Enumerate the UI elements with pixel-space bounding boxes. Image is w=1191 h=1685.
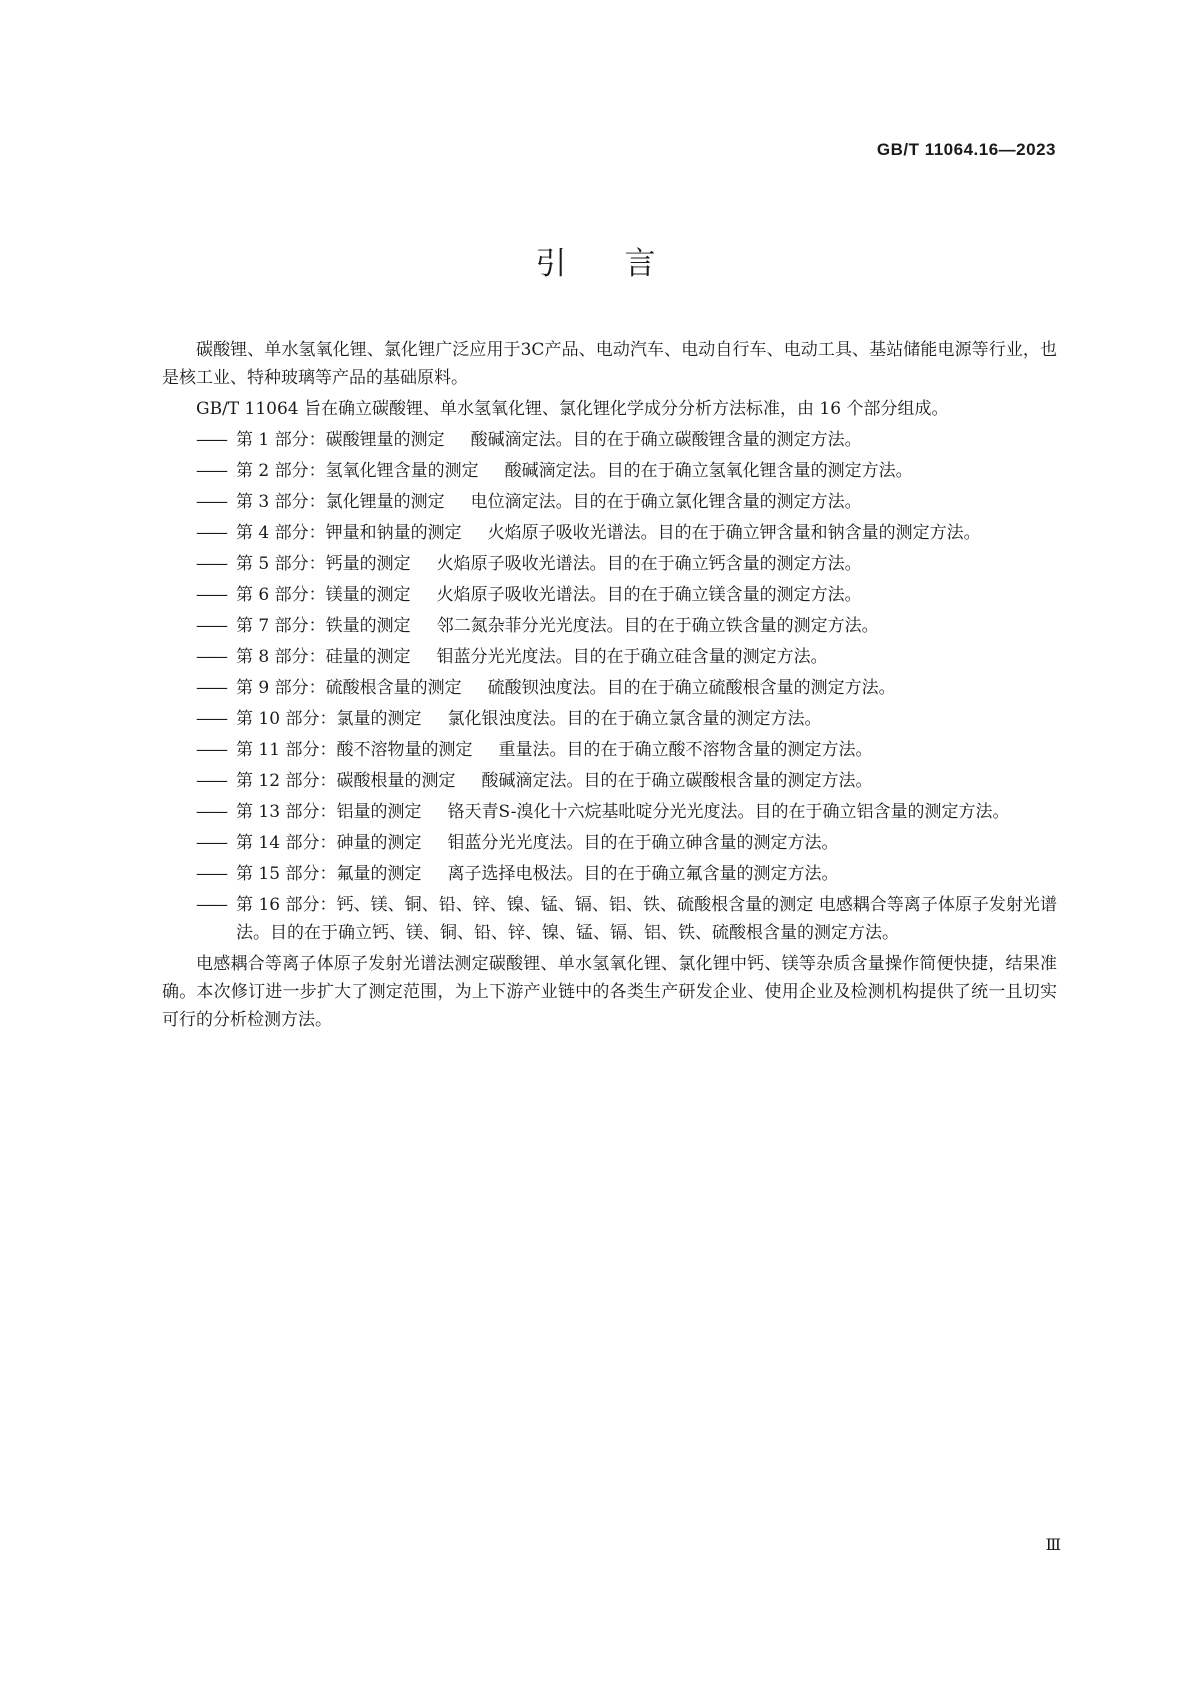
part-method: 氯化银浊度法。目的在于确立氯含量的测定方法。 xyxy=(447,709,822,729)
part-method: 电感耦合等离子体原子发射光谱法。目的在于确立钙、镁、铜、铅、锌、镍、锰、镉、铝、铁、硫酸根含量的测定方法。 xyxy=(236,895,1057,943)
part-name: 第 4 部分：钾量和钠量的测定 xyxy=(236,523,462,543)
list-item-text xyxy=(236,674,1057,702)
part-name: 第 10 部分：氯量的测定 xyxy=(236,709,422,729)
intro-paragraph-applications: 碳酸锂、单水氢氧化锂、氯化锂广泛应用于3C产品、电动汽车、电动自行车、电动工具、基站储能电源等行业，也是核工业、特种玻璃等产品的基础原料。 xyxy=(162,340,1057,388)
list-item-text xyxy=(236,426,1057,454)
part-method: 火焰原子吸收光谱法。目的在于确立钾含量和钠含量的测定方法。 xyxy=(487,523,981,543)
list-dash: —— xyxy=(196,833,226,853)
part-name: 第 9 部分：硫酸根含量的测定 xyxy=(236,678,462,698)
list-item xyxy=(162,581,1057,609)
list-item-text xyxy=(236,519,1057,547)
part-name: 第 8 部分：硅量的测定 xyxy=(236,647,411,667)
part-method: 电位滴定法。目的在于确立氯化锂含量的测定方法。 xyxy=(470,492,862,512)
part-name: 第 11 部分：酸不溶物量的测定 xyxy=(236,740,473,760)
part-method: 邻二氮杂菲分光光度法。目的在于确立铁含量的测定方法。 xyxy=(436,616,879,636)
list-dash: —— xyxy=(196,616,226,636)
list-dash: —— xyxy=(196,554,226,574)
list-item xyxy=(162,643,1057,671)
list-item xyxy=(162,457,1057,485)
part-name: 第 1 部分：碳酸锂量的测定 xyxy=(236,430,445,450)
part-name: 第 7 部分：铁量的测定 xyxy=(236,616,411,636)
list-item-text xyxy=(236,612,1057,640)
part-method: 铬天青S-溴化十六烷基吡啶分光光度法。目的在于确立铝含量的测定方法。 xyxy=(447,802,1010,822)
list-item-text xyxy=(236,550,1057,578)
list-item xyxy=(162,891,1057,947)
part-name: 第 13 部分：铝量的测定 xyxy=(236,802,422,822)
part-method: 火焰原子吸收光谱法。目的在于确立钙含量的测定方法。 xyxy=(436,554,862,574)
list-item xyxy=(162,860,1057,888)
introduction-body xyxy=(162,336,1057,1037)
list-item xyxy=(162,612,1057,640)
part-method: 离子选择电极法。目的在于确立氟含量的测定方法。 xyxy=(447,864,839,884)
list-item xyxy=(162,550,1057,578)
page-number: Ⅲ xyxy=(1045,1535,1061,1554)
list-item xyxy=(162,767,1057,795)
part-name: 第 14 部分：砷量的测定 xyxy=(236,833,422,853)
list-item xyxy=(162,798,1057,826)
part-name: 第 15 部分：氟量的测定 xyxy=(236,864,422,884)
list-item-text xyxy=(236,860,1057,888)
list-item-text xyxy=(236,736,1057,764)
list-dash: —— xyxy=(196,647,226,667)
list-item xyxy=(162,736,1057,764)
list-dash: —— xyxy=(196,740,226,760)
parts-list xyxy=(162,426,1057,947)
part-method: 酸碱滴定法。目的在于确立碳酸锂含量的测定方法。 xyxy=(470,430,862,450)
list-item xyxy=(162,426,1057,454)
part-method: 酸碱滴定法。目的在于确立碳酸根含量的测定方法。 xyxy=(481,771,873,791)
part-method: 重量法。目的在于确立酸不溶物含量的测定方法。 xyxy=(498,740,873,760)
part-method: 火焰原子吸收光谱法。目的在于确立镁含量的测定方法。 xyxy=(436,585,862,605)
list-dash: —— xyxy=(196,492,226,512)
list-dash: —— xyxy=(196,430,226,450)
list-item-text xyxy=(236,581,1057,609)
list-item-text xyxy=(236,643,1057,671)
part-method: 钼蓝分光光度法。目的在于确立硅含量的测定方法。 xyxy=(436,647,828,667)
list-item xyxy=(162,674,1057,702)
standard-code: GB/T 11064.16—2023 xyxy=(876,140,1056,159)
list-dash: —— xyxy=(196,771,226,791)
list-item xyxy=(162,829,1057,857)
part-name: 第 12 部分：碳酸根量的测定 xyxy=(236,771,456,791)
part-name: 第 2 部分：氢氧化锂含量的测定 xyxy=(236,461,479,481)
list-dash: —— xyxy=(196,864,226,884)
list-item xyxy=(162,488,1057,516)
list-item-text xyxy=(236,891,1057,947)
part-name: 第 6 部分：镁量的测定 xyxy=(236,585,411,605)
list-item-text xyxy=(236,488,1057,516)
list-item-text xyxy=(236,457,1057,485)
list-item-text xyxy=(236,798,1057,826)
part-name: 第 16 部分：钙、镁、铜、铅、锌、镍、锰、镉、铝、铁、硫酸根含量的测定 xyxy=(236,895,814,915)
list-dash: —— xyxy=(196,895,226,915)
list-dash: —— xyxy=(196,523,226,543)
intro-paragraph-structure: GB/T 11064 旨在确立碳酸锂、单水氢氧化锂、氯化锂化学成分分析方法标准，由 16 个部分组成。 xyxy=(196,399,949,419)
list-dash: —— xyxy=(196,461,226,481)
list-item xyxy=(162,519,1057,547)
list-item-text xyxy=(236,705,1057,733)
list-item-text xyxy=(236,829,1057,857)
list-dash: —— xyxy=(196,678,226,698)
part-name: 第 3 部分：氯化锂量的测定 xyxy=(236,492,445,512)
page-title: 引言 xyxy=(535,246,714,282)
list-dash: —— xyxy=(196,585,226,605)
part-method: 硫酸钡浊度法。目的在于确立硫酸根含量的测定方法。 xyxy=(487,678,896,698)
list-item-text xyxy=(236,767,1057,795)
list-dash: —— xyxy=(196,802,226,822)
part-method: 钼蓝分光光度法。目的在于确立砷含量的测定方法。 xyxy=(447,833,839,853)
list-item xyxy=(162,705,1057,733)
part-method: 酸碱滴定法。目的在于确立氢氧化锂含量的测定方法。 xyxy=(504,461,913,481)
part-name: 第 5 部分：钙量的测定 xyxy=(236,554,411,574)
list-dash: —— xyxy=(196,709,226,729)
closing-paragraph: 电感耦合等离子体原子发射光谱法测定碳酸锂、单水氢氧化锂、氯化锂中钙、镁等杂质含量操作简便快捷，结果准确。本次修订进一步扩大了测定范围，为上下游产业链中的各类生产研发企业、使用企业及检测机构提供了统一且切实可行的分析检测方法。 xyxy=(162,954,1057,1030)
